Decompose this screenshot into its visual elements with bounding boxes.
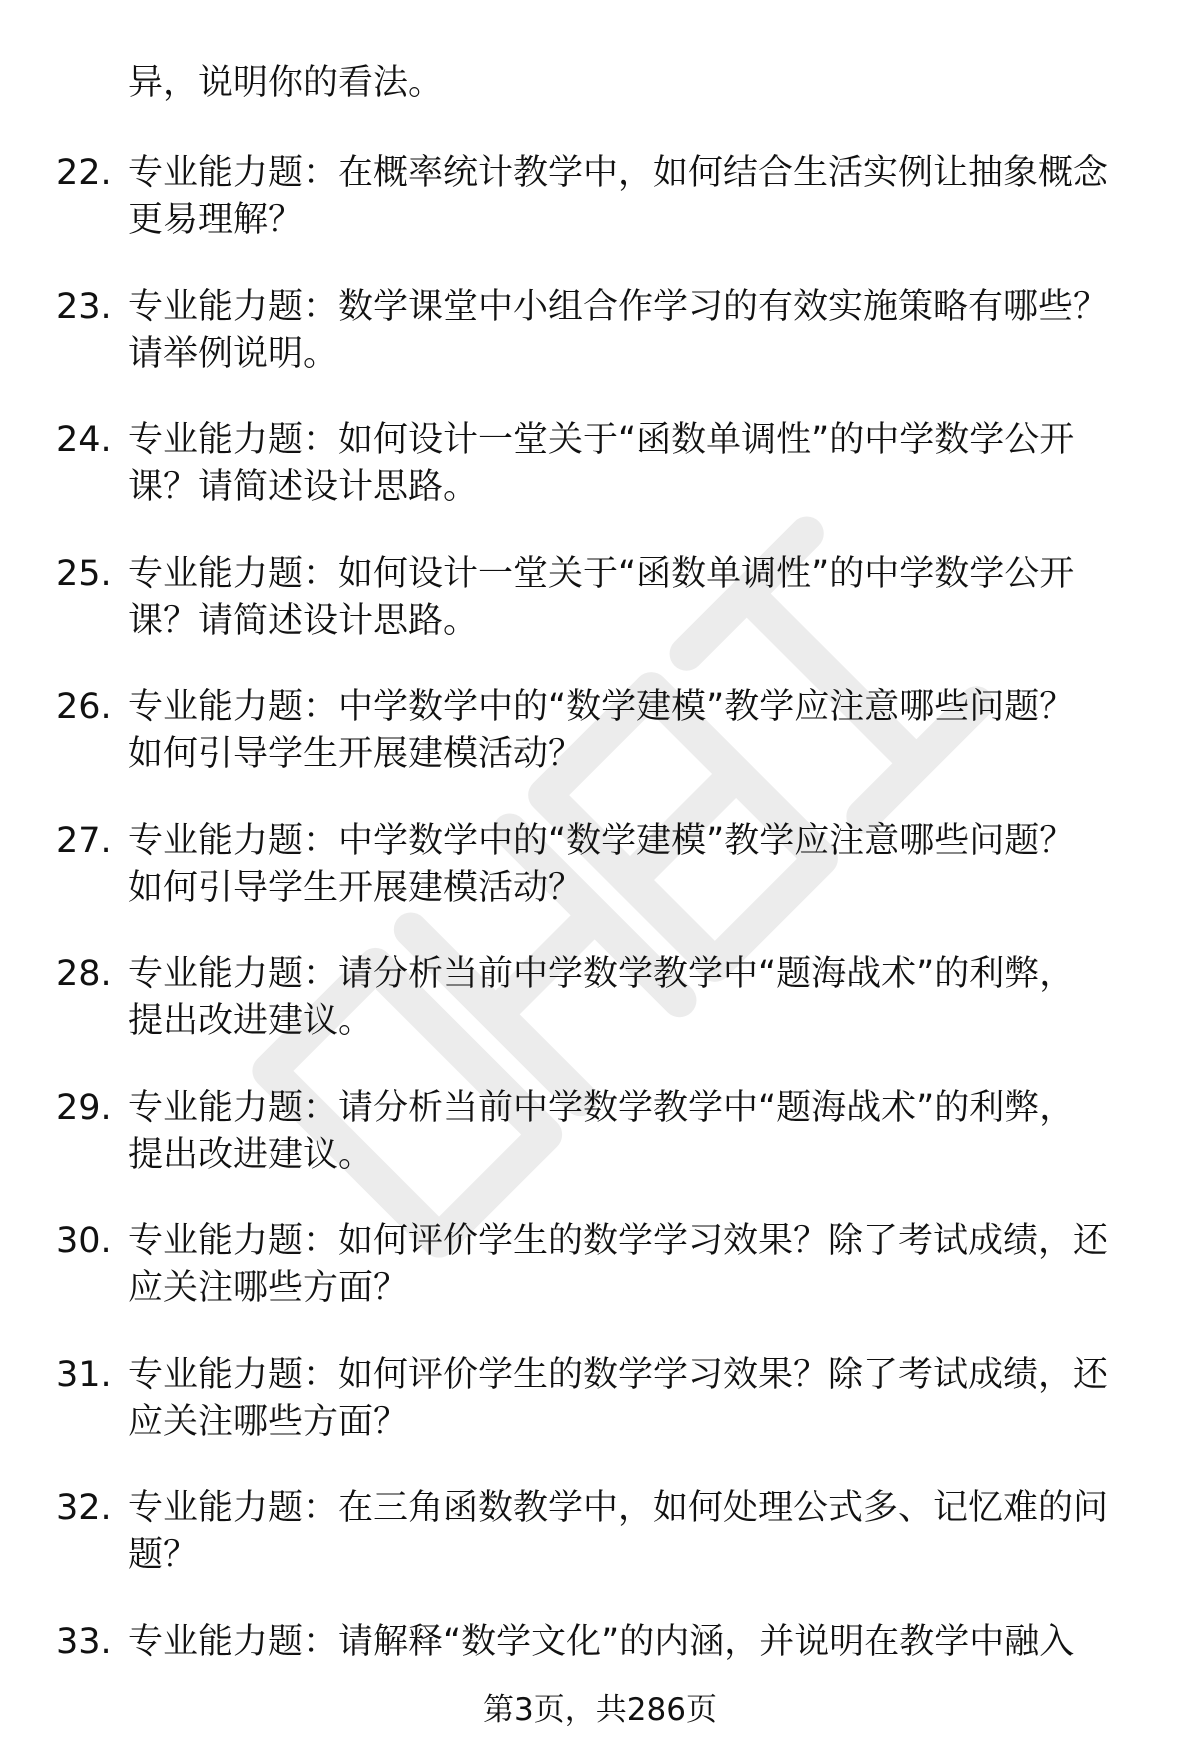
question-item <box>0 551 1200 685</box>
question-number: 27. <box>56 820 112 861</box>
question-text <box>128 1352 1148 1446</box>
question-text-line: 如何引导学生开展建模活动？ <box>128 867 584 908</box>
question-text-line: 专业能力题：中学数学中的“数学建模”教学应注意哪些问题？ <box>128 687 1075 727</box>
question-text-line: 专业能力题：如何设计一堂关于“函数单调性”的中学数学公开 <box>128 420 1075 460</box>
question-number: 23. <box>56 286 112 327</box>
question-text-line: 专业能力题：中学数学中的“数学建模”教学应注意哪些问题？ <box>128 820 1075 861</box>
question-text <box>128 284 1148 378</box>
question-item <box>0 1085 1200 1219</box>
question-number: 24. <box>56 420 112 460</box>
question-number: 26. <box>56 687 112 727</box>
question-text <box>128 818 1148 912</box>
question-text <box>128 1485 1148 1579</box>
question-text-line: 更易理解？ <box>128 200 304 240</box>
question-text <box>128 1218 1148 1312</box>
page-footer: 第3页，共286页 <box>483 1692 717 1728</box>
question-text <box>128 1085 1148 1179</box>
question-number: 29. <box>56 1087 112 1128</box>
question-number: 30. <box>56 1221 112 1261</box>
question-text-line: 专业能力题：请分析当前中学数学教学中“题海战术”的利弊， <box>128 1087 1075 1128</box>
question-number: 28. <box>56 954 112 994</box>
question-number: 33. <box>56 1621 112 1662</box>
question-item <box>0 284 1200 418</box>
question-text-line: 专业能力题：请分析当前中学数学教学中“题海战术”的利弊， <box>128 954 1075 994</box>
question-text-line: 专业能力题：如何评价学生的数学学习效果？除了考试成绩，还 <box>128 1354 1109 1395</box>
question-text <box>128 951 1148 1045</box>
question-text-line: 应关注哪些方面？ <box>128 1268 409 1308</box>
question-text-line: 专业能力题：在三角函数教学中，如何处理公式多、记忆难的问 <box>128 1488 1109 1528</box>
question-text-line: 专业能力题：在概率统计教学中，如何结合生活实例让抽象概念 <box>128 153 1109 193</box>
question-text-line: 提出改进建议。 <box>128 1001 374 1041</box>
question-text <box>128 1619 1148 1666</box>
question-number: 22. <box>56 153 112 193</box>
question-item <box>0 1218 1200 1352</box>
question-number: 25. <box>56 553 112 594</box>
question-text-line: 课？请简述设计思路。 <box>128 467 479 507</box>
question-text-line: 题？ <box>128 1535 199 1575</box>
question-text-line: 请举例说明。 <box>128 333 339 374</box>
question-text-line: 专业能力题：如何设计一堂关于“函数单调性”的中学数学公开 <box>128 553 1075 594</box>
question-text-line: 课？请简述设计思路。 <box>128 600 479 641</box>
continuation-text: 异，说明你的看法。 <box>128 63 444 103</box>
question-text-line: 专业能力题：如何评价学生的数学学习效果？除了考试成绩，还 <box>128 1221 1109 1261</box>
question-text-line: 如何引导学生开展建模活动？ <box>128 734 584 774</box>
question-item <box>0 818 1200 952</box>
question-text-line: 应关注哪些方面？ <box>128 1401 409 1442</box>
question-item <box>0 150 1200 284</box>
question-text <box>128 417 1148 511</box>
question-item <box>0 1619 1200 1753</box>
question-item <box>0 684 1200 818</box>
question-item <box>0 1485 1200 1619</box>
question-text <box>128 150 1148 244</box>
question-item <box>0 417 1200 551</box>
question-text <box>128 684 1148 778</box>
question-number: 32. <box>56 1488 112 1528</box>
question-number: 31. <box>56 1354 112 1395</box>
question-text-line: 提出改进建议。 <box>128 1134 374 1175</box>
question-item <box>0 1352 1200 1486</box>
question-text-line: 专业能力题：请解释“数学文化”的内涵，并说明在教学中融入 <box>128 1621 1075 1662</box>
question-list <box>0 150 1200 1752</box>
question-item <box>0 951 1200 1085</box>
question-text-line: 专业能力题：数学课堂中小组合作学习的有效实施策略有哪些？ <box>128 286 1109 327</box>
question-text <box>128 551 1148 645</box>
